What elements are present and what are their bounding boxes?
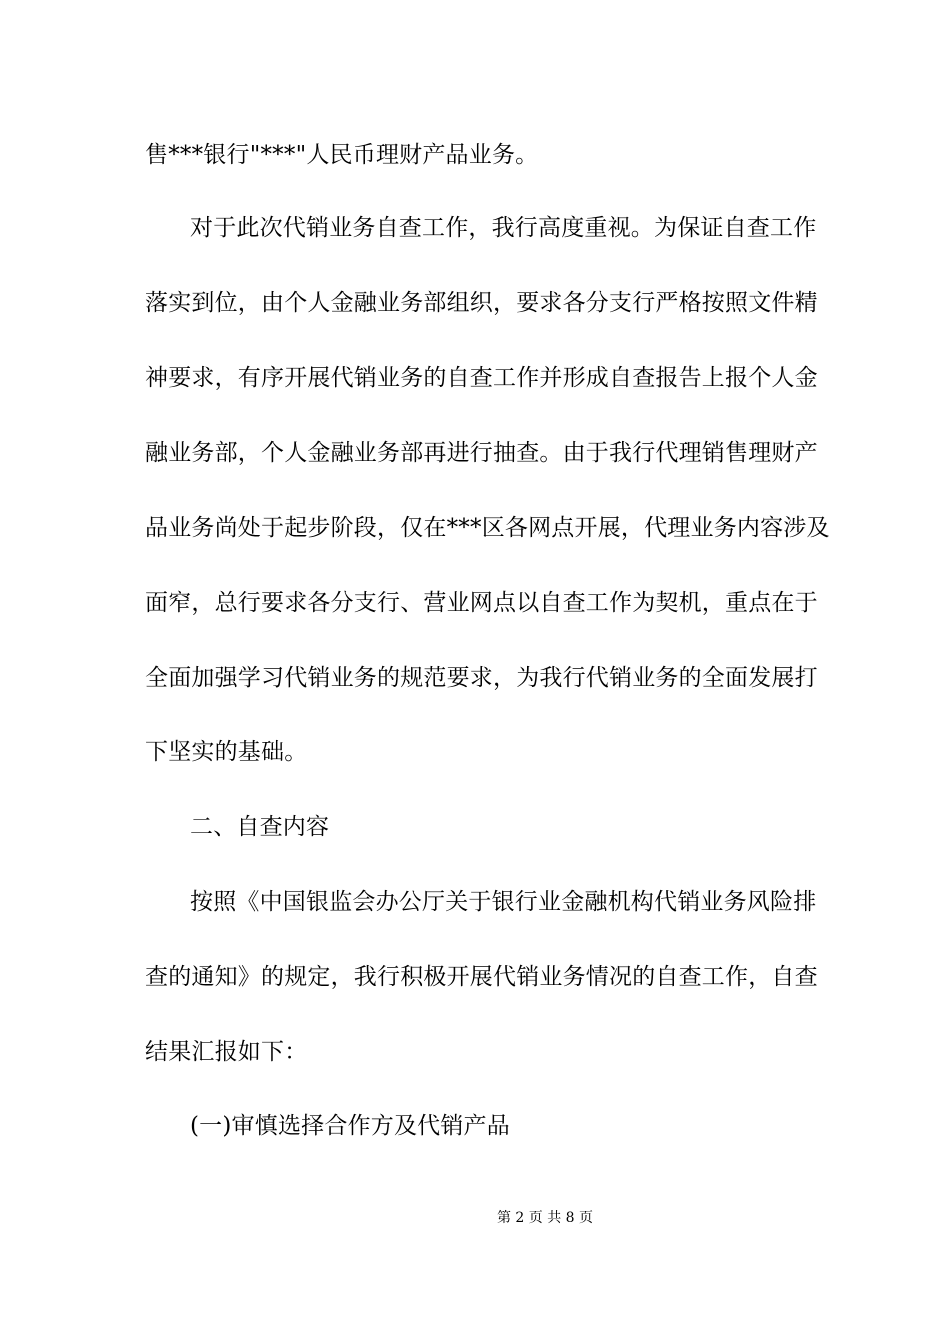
text-line-11: 按照《中国银监会办公厅关于银行业金融机构代销业务风险排	[190, 889, 817, 915]
text-line-1: 售***银行"***"人民币理财产品业务。	[145, 142, 539, 168]
text-line-2: 对于此次代销业务自查工作，我行高度重视。为保证自查工作	[190, 215, 817, 241]
text-line-12: 查的通知》的规定，我行积极开展代销业务情况的自查工作，自查	[145, 964, 818, 990]
text-line-8: 全面加强学习代销业务的规范要求，为我行代销业务的全面发展打	[145, 665, 818, 691]
section-heading: 二、自查内容	[190, 814, 330, 840]
text-line-6: 品业务尚处于起步阶段，仅在***区各网点开展，代理业务内容涉及	[145, 515, 830, 541]
text-line-9: 下坚实的基础。	[145, 739, 308, 765]
text-line-13: 结果汇报如下：	[145, 1039, 308, 1065]
text-line-7: 面窄，总行要求各分支行、营业网点以自查工作为契机，重点在于	[145, 590, 818, 616]
text-line-3: 落实到位，由个人金融业务部组织，要求各分支行严格按照文件精	[145, 290, 818, 316]
text-line-5: 融业务部，个人金融业务部再进行抽查。由于我行代理销售理财产	[145, 440, 818, 466]
page-number-footer: 第 2 页 共 8 页	[496, 1210, 594, 1226]
text-line-4: 神要求，有序开展代销业务的自查工作并形成自查报告上报个人金	[145, 365, 818, 391]
subsection-heading: (一)审慎选择合作方及代销产品	[190, 1113, 510, 1139]
